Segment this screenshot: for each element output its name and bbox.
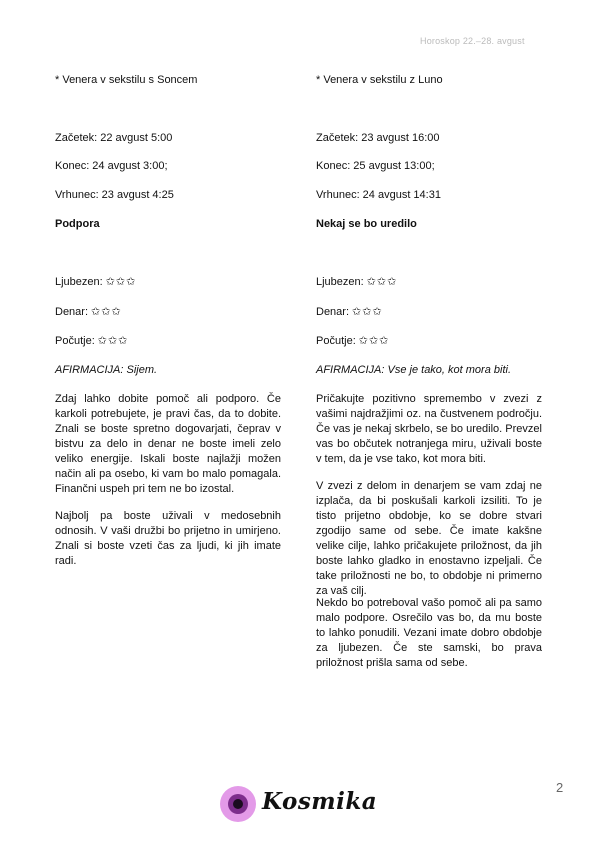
star-rating-icon: ✩✩✩ — [91, 306, 122, 318]
right-love-rating — [316, 275, 397, 290]
left-aspect-title: * Venera v sekstilu s Soncem — [55, 74, 198, 86]
right-mood-rating — [316, 334, 389, 349]
money-label: Denar: — [316, 306, 350, 318]
right-paragraph-2: V zvezi z delom in denarjem se vam zdaj ne izplača, da bi poskušali karkoli izsiliti. To je tisto prijetno obdobje, ko se dobre stvari zgodijo same od sebe. Če imate kakšne velike cilje, lahko pričakujete priložnost, da jih boste lahko gladko in enostavno izpeljali. Če take priložnosti ne bo, to obdobje ni primerno za vaš cilj. — [316, 480, 542, 597]
right-paragraph-1: Pričakujte pozitivno spremembo v zvezi z vašimi najdražjimi oz. na čustvenem področju. Če vas je nekaj skrbelo, se bo uredilo. Prevzel vas bo občutek notranjega miru, uživali boste v tem, da je vse tako, kot mora biti. — [316, 393, 542, 465]
left-peak-time: Vrhunec: 23 avgust 4:25 — [55, 189, 174, 201]
star-rating-icon: ✩✩✩ — [352, 306, 383, 318]
left-mood-rating — [55, 334, 128, 349]
right-aspect-title: * Venera v sekstilu z Luno — [316, 74, 443, 86]
left-heading: Podpora — [55, 218, 100, 230]
logo-text: Kosmika — [262, 788, 378, 815]
right-heading: Nekaj se bo uredilo — [316, 218, 417, 230]
left-paragraph-2: Najbolj pa boste uživali v medosebnih odnosih. V vaši družbi bo prijetno in umirjeno. Znali si boste vzeti čas za ljudi, ki jih imate radi. — [55, 510, 281, 567]
left-start-time: Začetek: 22 avgust 5:00 — [55, 132, 173, 144]
love-label: Ljubezen: — [55, 276, 103, 288]
star-rating-icon: ✩✩✩ — [366, 276, 398, 288]
right-end-time: Konec: 25 avgust 13:00; — [316, 160, 435, 172]
money-label: Denar: — [55, 306, 89, 318]
left-love-rating — [55, 275, 136, 290]
left-paragraph-1: Zdaj lahko dobite pomoč ali podporo. Če karkoli potrebujete, je pravi čas, da to dobite. Znali se boste spretno dogovarjati, čeprav v bistvu za delo in denar ne boste imeli zelo veliko energije. Iskali boste najlažji možen način ali pa osebo, ki vam bo malo pomagala. Finančni uspeh pri tem ne bo izostal. — [55, 393, 281, 495]
mood-label: Počutje: — [55, 335, 95, 347]
right-money-rating — [316, 305, 383, 320]
star-rating-icon: ✩✩✩ — [105, 276, 137, 288]
star-rating-icon: ✩✩✩ — [97, 335, 129, 347]
logo-circle-icon — [220, 786, 256, 822]
kosmika-logo — [220, 786, 380, 822]
love-label: Ljubezen: — [316, 276, 364, 288]
left-affirmation: AFIRMACIJA: Sijem. — [55, 364, 158, 376]
page-number: 2 — [556, 780, 564, 795]
header-watermark: Horoskop 22.–28. avgust — [420, 36, 525, 46]
right-peak-time: Vrhunec: 24 avgust 14:31 — [316, 189, 441, 201]
mood-label: Počutje: — [316, 335, 356, 347]
right-start-time: Začetek: 23 avgust 16:00 — [316, 132, 440, 144]
right-paragraph-3: Nekdo bo potreboval vašo pomoč ali pa samo malo podpore. Osrečilo vas bo, da mu boste to lahko ponudili. Vezani imate dobro obdobje za ljubezen. Če ste samski, bo prava priložnost prišla sama od sebe. — [316, 597, 542, 669]
left-end-time: Konec: 24 avgust 3:00; — [55, 160, 168, 172]
right-affirmation: AFIRMACIJA: Vse je tako, kot mora biti. — [316, 364, 512, 376]
left-money-rating — [55, 305, 122, 320]
star-rating-icon: ✩✩✩ — [358, 335, 390, 347]
